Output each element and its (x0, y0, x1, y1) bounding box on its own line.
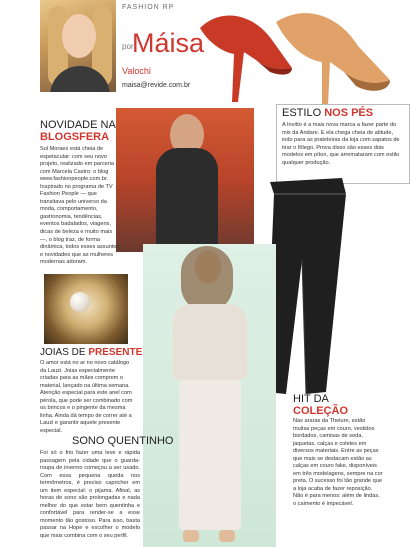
novidade-title: NOVIDADE NA BLOGSFERA (40, 119, 116, 143)
hit-title: HIT DA COLEÇÃO (293, 393, 348, 417)
joias-title: JOIAS DE PRESENTE (40, 347, 143, 358)
author-email: maisa@revide.com.br (122, 82, 191, 89)
blogger-photo (116, 108, 254, 252)
joias-body: O amor está no ar no novo catálogo da Lauzi. Joias especialmente criadas para as mães comprem o material, lançado na última semana. Atenção especial para este anel com pérola, que pode ser combinado com os brincos e o pingente da mesma linha. Ainda dá tempo de correr até a Lauzi e garantir aquele presente especial. (40, 360, 133, 434)
sono-title: SONO QUENTINHO (72, 435, 174, 447)
shoes-photo (180, 6, 416, 106)
byline-prefix: por (122, 42, 134, 51)
hit-body: Nas araras da Thelure, estão muitas peças em couro, vestidos bordados, camisas de seda, jaquetas, calças e coletes em diversos materiais. Entre as peças que mais se destacam estão as calças em couro fake, disponíveis em três modelagens, sempre na cor preta. O sucesso foi tão grande que a loja acaba de fazer reposição. Não é para menos: além de lindas, o caimento é impecável. (293, 418, 383, 508)
pearl-icon (70, 292, 90, 312)
column-kicker: FASHION RP (122, 4, 175, 11)
estilo-body: A Invitto é a mais nova marca a fazer parte do mix da Andare. E ela chega cheia de atitude, indo para as prateleiras da loja com sapatos de tirar o fôlego. Prova disso são esses dois modelos em píton, que arremataram com estilo qualquer produção. (282, 122, 400, 166)
novidade-body: Sol Moraes está cheia de espetacular: com seu novo projeto, realizado em parceria com Marcela Castro: o blog www.fashionpeople.com.br. Inspirado no programa de TV Fashion People — que transitava pelo universo da moda, comportamento, gastronomia, tendências, eventos badalados, viagens, dicas de beleza e muito mais —, o blog traz, de forma dinâmica, todos esses assuntos e novidades que as mulheres modernas adoram. (40, 146, 120, 266)
sono-body: Foi só o frio fazer uma leve e rápida passagem pela cidade que o guarda-roupa de inverno começou a ser usado. Com essa pequena queda nos termômetros, é preciso capricher em um item especial: o pijama. Afinal, as horas de sono são prolongadas e nada melhor do que estar bem quentinha e confortável para render-se a esse momento tão gostoso. Para isso, basta passar na Hope e escolher o modelo que mais combina com o seu perfil. (40, 450, 140, 540)
author-first-name: Máisa (132, 28, 205, 58)
author-last-name: Valochi (122, 66, 151, 76)
author-portrait (40, 0, 116, 92)
estilo-title: ESTILO NOS PÉS (282, 107, 374, 119)
pajama-model-photo (143, 244, 276, 547)
